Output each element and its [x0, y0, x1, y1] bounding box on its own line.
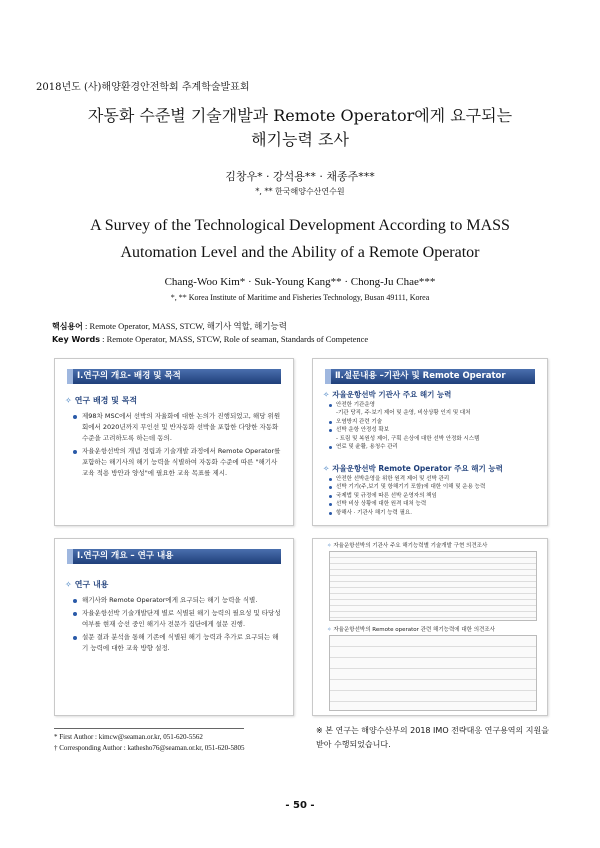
english-authors: Chang-Woo Kim* · Suk-Young Kang** · Chong-Ju Chae***: [164, 276, 436, 288]
acknowledgement-note: ※ 본 연구는 해양수산부의 2018 IMO 전략대응 연구용역의 지원을 받아 수행되었습니다.: [316, 726, 549, 749]
list-item: - 트림 및 복원성 제어, 구획 손상에 대한 선박 안정화 시스템: [336, 435, 480, 442]
list-item: -기관 당직, 주·보기 제어 및 운영, 비상상황 인지 및 대처: [336, 410, 471, 417]
korean-authors: 김창우* · 강석용** · 채종주***: [225, 170, 375, 183]
panel-header-bar: Ⅱ.설문내용 –기관사 및 Remote Operator: [325, 369, 535, 384]
list-item: 선박 운항 안정성 확보: [327, 426, 541, 434]
keywords-english: Key Words : Remote Operator, MASS, STCW, Role of seaman, Standards of Competence: [52, 334, 369, 344]
diamond-icon: ✧: [323, 464, 330, 473]
list-item: 자율운항선박 기술개발단계 별로 식별된 해기 능력의 필요성 및 타당성 여부를 현재 승선 중인 해기사 전문가 집단에게 설문 진행.: [71, 608, 283, 630]
footnote-divider: [54, 728, 244, 729]
list-item: 안전한 선박운영을 위한 원격 제어 및 선박 관리: [327, 475, 541, 483]
form-title: ✧ 자율운항선박의 기관사 주요 해기능력별 기술개발 구현 의견조사: [327, 543, 488, 549]
poster-panel-research-content: [54, 538, 294, 716]
keywords-korean: 핵심용어 : Remote Operator, MASS, STCW, 해기사 역할, 해기능력: [52, 321, 287, 331]
english-title: A Survey of the Technological Development According to MASS Automation Level and the Ability of a Remote Operator: [90, 217, 510, 261]
diamond-icon: ✧: [65, 396, 72, 405]
poster-panel-background: [54, 358, 294, 526]
english-affiliation: *, ** Korea Institute of Maritime and Fisheries Technology, Busan 49111, Korea: [170, 293, 430, 302]
diamond-icon: ✧: [323, 390, 330, 399]
diamond-icon: ✧: [327, 543, 332, 549]
form-title: ✧ 자율운항선박의 Remote operator 관련 해기능력에 대한 의견조사: [327, 627, 495, 633]
list-item: 항해사 · 기관사 해기 능력 필요.: [327, 509, 541, 517]
section-heading: ✧ 연구 내용: [65, 580, 109, 589]
survey-form-image: [329, 551, 537, 621]
page-number: - 50 -: [285, 800, 315, 811]
panel-header-bar: Ⅰ.연구의 개요 – 연구 내용: [67, 549, 281, 564]
background-list: [71, 411, 281, 481]
section-heading: ✧ 연구 배경 및 목적: [65, 396, 138, 405]
list-item: 해기사와 Remote Operator에게 요구되는 해기 능력을 식별.: [71, 595, 283, 606]
list-item: 제98차 MSC에서 선박의 자율화에 대한 논의가 진행되었고, 해당 위원회에서 2020년까지 무인선 및 반자동화 선박을 포함한 다양한 자동화 수준을 고려하도록 하는데 동의.: [71, 411, 281, 444]
korean-affiliation: *, ** 한국해양수산연수원: [255, 187, 345, 196]
survey-form-image: [329, 635, 537, 711]
korean-title: 자동화 수준별 기술개발과 Remote Operator에게 요구되는 해기능력 조사: [87, 106, 513, 149]
list-item: 설문 결과 분석을 통해 기존에 식별된 해기 능력과 추가로 요구되는 해기 능력에 대한 교육 방향 설정.: [71, 632, 283, 654]
remote-operator-ability-list: [327, 475, 541, 517]
list-item: 선박 기기(주,보기 및 항해기기 포함)에 대한 이해 및 운용 능력: [327, 483, 541, 491]
panel-header-bar: Ⅰ.연구의 개요- 배경 및 목적: [67, 369, 281, 384]
list-item: 선박 비상 상황에 대한 원격 대처 능력: [327, 500, 541, 508]
section-heading: ✧ 자율운항선박 기관사 주요 해기 능력: [323, 390, 452, 399]
diamond-icon: ✧: [65, 580, 72, 589]
list-item: 연료 및 윤활, 용청수 관리: [327, 443, 541, 451]
poster-panel-survey-content: [312, 358, 548, 526]
list-item: 오염방지 관련 기술: [327, 418, 541, 426]
list-item: 국제법 및 규정에 따른 선박 운영자의 책임: [327, 492, 541, 500]
diamond-icon: ✧: [327, 627, 332, 633]
research-content-list: [71, 595, 283, 656]
section-heading: ✧ 자율운항선박 Remote Operator 주요 해기 능력: [323, 464, 503, 473]
list-item: 안전한 기관운영: [327, 401, 541, 409]
conference-name: 2018년도 (사)해양환경안전학회 추계학술발표회: [36, 82, 250, 93]
poster-panel-survey-forms: [312, 538, 548, 716]
engineer-ability-list: [327, 401, 541, 451]
footnotes: * First Author : kimcw@seaman.or.kr, 051-620-5562 † Corresponding Author : kathesho76@seaman.or.kr, 051-620-5805: [54, 733, 245, 752]
list-item: 자율운항선박의 개념 정립과 기술개발 과정에서 Remote Operator를 포함하는 해기사의 해기 능력을 식별하여 자동화 수준에 따른 "해기사 교육 적용 방안과 양성"에 필요한 교육 목표를 제시.: [71, 446, 281, 479]
